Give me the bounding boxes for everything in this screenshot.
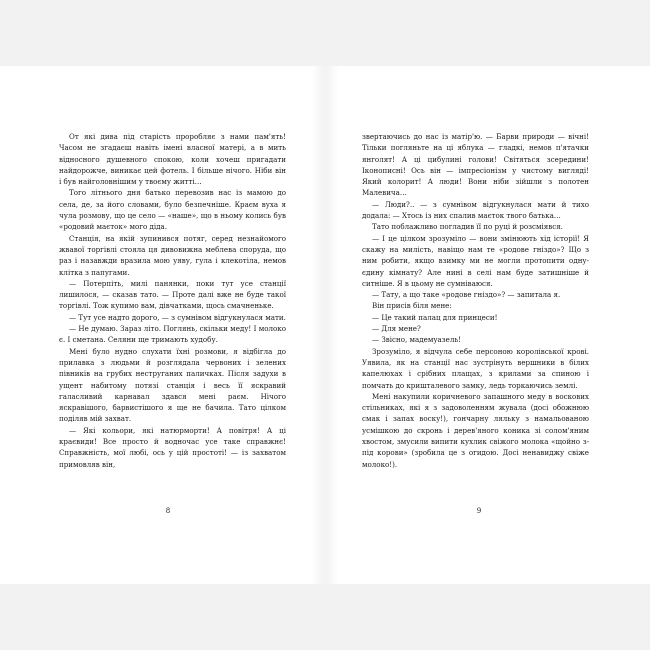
paragraph: Зрозуміло, я відчула себе персоною королівської крові. Уявила, як на станції нас зустрінуть вершники в білих капелюхах і срібних плащах, з крилами за спиною і помчать до кришталевого замку, ледь торкаючись землі. <box>362 346 589 390</box>
paragraph: — Для мене? <box>372 324 421 334</box>
paragraph: — Звісно, мадемуазель! <box>372 335 462 345</box>
book-spread <box>0 66 650 584</box>
page-number: 9 <box>476 507 482 515</box>
paragraph: — Це такий палац для принцеси! <box>372 312 498 322</box>
right-page-text <box>362 131 589 470</box>
left-page-text <box>59 131 286 470</box>
paragraph: — Які кольори, які натюрморти! А повітря! А ці краєвиди! Все просто й водночас усе таке справжнє! Справжність, мої любі, ось у цій простоті! — із захватом примовляв він, <box>59 425 286 469</box>
paragraph: Мені накупили коричневого запашного меду в воскових стільниках, які я з задоволенням жувала (досі обожнюю смак і запах воску!), гончарну ляльку з намальованою усмішкою до скронь і дерев'яного коника зі солом'яним хвостом, змусили випити кухлик свіжого молока «щойно з-під корови» (зробила це з огидою. Досі ненавиджу свіже молоко!). <box>362 391 589 469</box>
paragraph: — Тут усе надто дорого, — з сумнівом відгукнулася мати. <box>69 312 286 322</box>
paragraph: Мені було нудно слухати їхні розмови, я відбігла до прилавка з людьми й розглядала червоних і зелених півників на грубих неструганих паличках. Після задухи в ущент набитому потязі станція і весь її яскравий галасливий карнавал здався мені раєм. Нічого яскравішого, барвистішого я ще не бачила. Тато цілком поділяв мій захват. <box>59 346 286 424</box>
gutter-shadow <box>325 66 339 584</box>
paragraph: Того літнього дня батько перевозив нас із мамою до села, де, за його словами, було безпечніше. Краєм вуха я чула розмову, що це село — «наше», що в ньому колись був «родовий маєток» мого діда. <box>59 188 286 232</box>
paragraph: — Люди?.. — з сумнівом відгукнулася мати й тихо додала: — Хтось із них спалив маєток твого батька… <box>362 199 589 221</box>
paragraph: Станція, на якій зупинився потяг, серед незнайомого жвавої торгівлі стояла ця дивовижна меблева споруда, що раз і назавжди вразила мою уяву, гула і клекотіла, немов клітка з папугами. <box>59 233 286 277</box>
page-number: 8 <box>165 507 171 515</box>
paragraph: — І це цілком зрозуміло — вони змінюють хід історії! Я скажу на милість, навіщо нам те «родове гніздо»? Що з ним робити, якщо взимку ми не могли протопити одну-єдину кімнату? Але нині в селі нам буде затишніше й ситніше. Я в цьому не сумніваюся. <box>362 233 589 288</box>
paragraph: — Тату, а що таке «родове гніздо»? — запитала я. <box>372 290 561 300</box>
paragraph: Він присів біля мене: <box>372 301 452 311</box>
paragraph: звертаючись до нас із матір'ю. — Барви природи — вічні! Тільки погляньте на ці яблука — гладкі, немов п'ятачки янголят! А ці цибулині голови! Світяться зсередини! Іконописні! Ось він — імпресіонізм у чистому вигляді! Який колорит! А люди! Вони ніби зійшли з полотен Малевича… <box>362 132 589 198</box>
paragraph: — Не думаю. Зараз літо. Поглянь, скільки меду! І молоко є. І сметана. Селяни ще тримають худобу. <box>59 324 286 345</box>
gutter-shadow <box>311 66 325 584</box>
paragraph: От які дива під старість проробляє з нами пам'ять! Часом не згадаєш навіть імені власної матері, а в мить відносного душевного спокою, коли хочеш пригадати найдорожче, виникає цей фотель. І більше нічого. Ніби він і був найголовнішим у твоєму житті… <box>59 132 286 187</box>
left-page <box>0 66 325 584</box>
paragraph: — Потерпіть, милі панянки, поки тут усе станції лишилося, — сказав тато. — Проте далі вже не буде такої торгівлі. Тож купимо вам, дівчатками, щось смачненьке. <box>59 278 286 311</box>
paragraph: Тато поблажливо погладив її по руці й розсміявся. <box>372 222 563 232</box>
right-page <box>325 66 650 584</box>
